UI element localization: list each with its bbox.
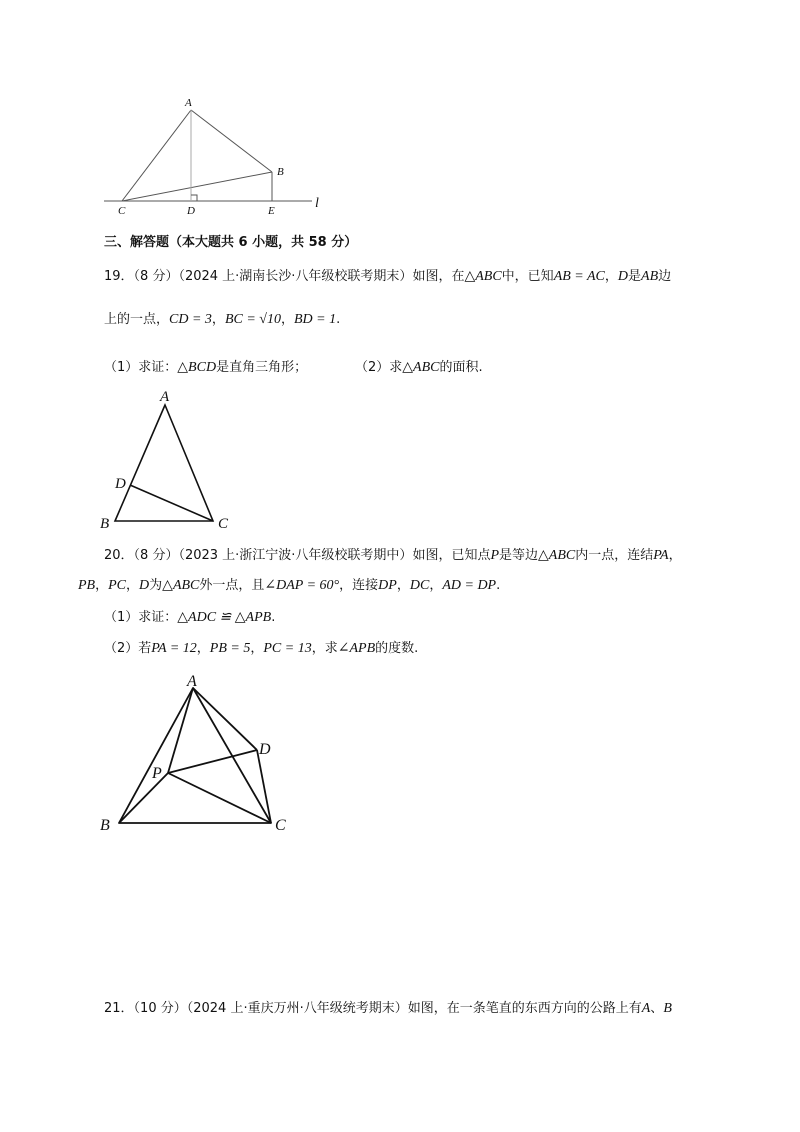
label-b: B <box>100 817 110 834</box>
q20-text: ， <box>95 578 109 593</box>
q20-text: 是等边 <box>499 548 539 563</box>
q20-equation: PB = 5 <box>209 641 251 656</box>
segment-ab <box>191 110 272 172</box>
label-a: A <box>187 673 197 690</box>
q19-text: 如图，在 <box>412 269 465 284</box>
figure-q18 <box>100 95 330 220</box>
q19-line-2 <box>104 311 340 329</box>
q19-part-1-triangle: △BCD <box>177 360 217 375</box>
section-heading: 三、解答题（本大题共 6 小题，共 58 分） <box>104 235 358 250</box>
q20-part-2 <box>104 640 418 658</box>
q20-number: 20． <box>104 548 134 563</box>
q20-triangle: △ABC <box>162 578 200 593</box>
q20-text: ， <box>429 578 443 593</box>
q19-part-2-text: 的面积. <box>439 360 483 375</box>
q21-line-1 <box>104 1000 672 1018</box>
q20-score: （8 分） <box>133 548 179 563</box>
label-c: C <box>275 817 286 834</box>
q20-segment: DC <box>409 578 430 593</box>
q20-text: . <box>496 578 501 593</box>
q20-line-1 <box>104 547 682 565</box>
q20-line-2 <box>78 577 500 595</box>
q20-part-1-expression: △ADC ≌ △APB <box>177 610 272 625</box>
label-c: C <box>118 205 126 217</box>
q20-text: ， <box>196 641 210 656</box>
label-l: l <box>315 196 319 211</box>
q19-text: . <box>336 312 341 327</box>
q21-text: 如图，在一条笔直的东西方向的公路上有 <box>407 1001 642 1016</box>
q21-point: B <box>663 1001 672 1016</box>
q20-part-1-text: . <box>271 610 276 625</box>
label-d: D <box>115 476 126 492</box>
q20-point: D <box>139 578 150 593</box>
q20-text: ， <box>126 578 140 593</box>
q20-text: 如图，已知点 <box>412 548 491 563</box>
q21-source: （2024 上·重庆万州·八年级统考期末） <box>186 1001 408 1016</box>
q19-part-1-label: （1）求证： <box>104 360 178 375</box>
q19-part-1 <box>104 359 307 377</box>
q19-equation: BC = √10 <box>224 312 281 327</box>
q19-part-2-triangle: △ABC <box>402 360 440 375</box>
triangle-abc <box>119 688 271 823</box>
q21-score: （10 分） <box>133 1001 187 1016</box>
label-a: A <box>185 97 192 109</box>
label-c: C <box>218 516 229 532</box>
q19-text: ， <box>604 269 618 284</box>
q20-segment: DP <box>378 578 397 593</box>
q20-triangle: △ABC <box>538 548 576 563</box>
q19-score: （8 分） <box>133 269 179 284</box>
q20-part-2-label: （2）若 <box>104 641 152 656</box>
q20-point: P <box>490 548 500 563</box>
label-b: B <box>277 166 284 178</box>
q21-text: 、 <box>650 1001 664 1016</box>
label-d: D <box>187 205 195 217</box>
q20-text: 内一点，连结 <box>575 548 654 563</box>
q20-equation: AD = DP <box>442 578 497 593</box>
q19-text: 中，已知 <box>501 269 554 284</box>
q19-part-2 <box>355 359 483 377</box>
label-b: B <box>100 516 110 532</box>
q20-angle: ∠APB <box>337 641 376 656</box>
segment-pa <box>168 688 193 773</box>
q19-text: 是 <box>628 269 642 284</box>
q20-source: （2023 上·浙江宁波·八年级校联考期中） <box>178 548 413 563</box>
q19-part-1-text: 是直角三角形； <box>216 360 308 375</box>
q21-number: 21． <box>104 1001 134 1016</box>
q20-segment: PB <box>78 578 96 593</box>
figure-q19 <box>95 385 245 535</box>
q19-part-2-label: （2）求 <box>355 360 403 375</box>
q20-angle: ∠DAP = 60° <box>264 578 340 593</box>
figure-q20 <box>95 668 305 838</box>
q19-number: 19． <box>104 269 134 284</box>
triangle-abc <box>115 405 213 521</box>
segment-ad <box>193 688 257 750</box>
q20-text: ， <box>250 641 264 656</box>
q20-text: ，求 <box>311 641 338 656</box>
q20-text: ， <box>396 578 410 593</box>
q19-text: ， <box>211 312 225 327</box>
label-e: E <box>268 205 275 217</box>
q21-point: A <box>641 1001 651 1016</box>
segment-ca <box>122 110 191 201</box>
label-d: D <box>259 741 271 758</box>
segment-pd <box>168 750 257 773</box>
q19-equation: BD = 1 <box>293 312 337 327</box>
q19-segment: AB <box>641 269 659 284</box>
q20-segment: PC <box>108 578 127 593</box>
label-a: A <box>160 389 170 405</box>
q19-line-1 <box>104 268 671 286</box>
q20-part-1-label: （1）求证： <box>104 610 178 625</box>
q20-text: ，连接 <box>339 578 379 593</box>
q19-triangle: △ABC <box>464 269 502 284</box>
q20-text: ， <box>668 548 682 563</box>
q19-point: D <box>617 269 629 284</box>
q20-text: 为 <box>149 578 163 593</box>
q19-text: ， <box>280 312 294 327</box>
q19-equation: CD = 3 <box>169 312 212 327</box>
q20-segment: PA <box>653 548 669 563</box>
q20-text: 的度数. <box>375 641 419 656</box>
q20-part-1 <box>104 609 275 627</box>
q19-source: （2024 上·湖南长沙·八年级校联考期末） <box>178 269 413 284</box>
q20-text: 外一点，且 <box>199 578 265 593</box>
q19-equation: AB = AC <box>553 269 605 284</box>
q19-text: 边 <box>658 269 672 284</box>
q20-equation: PC = 13 <box>263 641 312 656</box>
q19-text: 上的一点， <box>104 312 170 327</box>
right-angle-mark <box>191 195 197 201</box>
label-p: P <box>152 765 162 782</box>
q20-equation: PA = 12 <box>151 641 197 656</box>
